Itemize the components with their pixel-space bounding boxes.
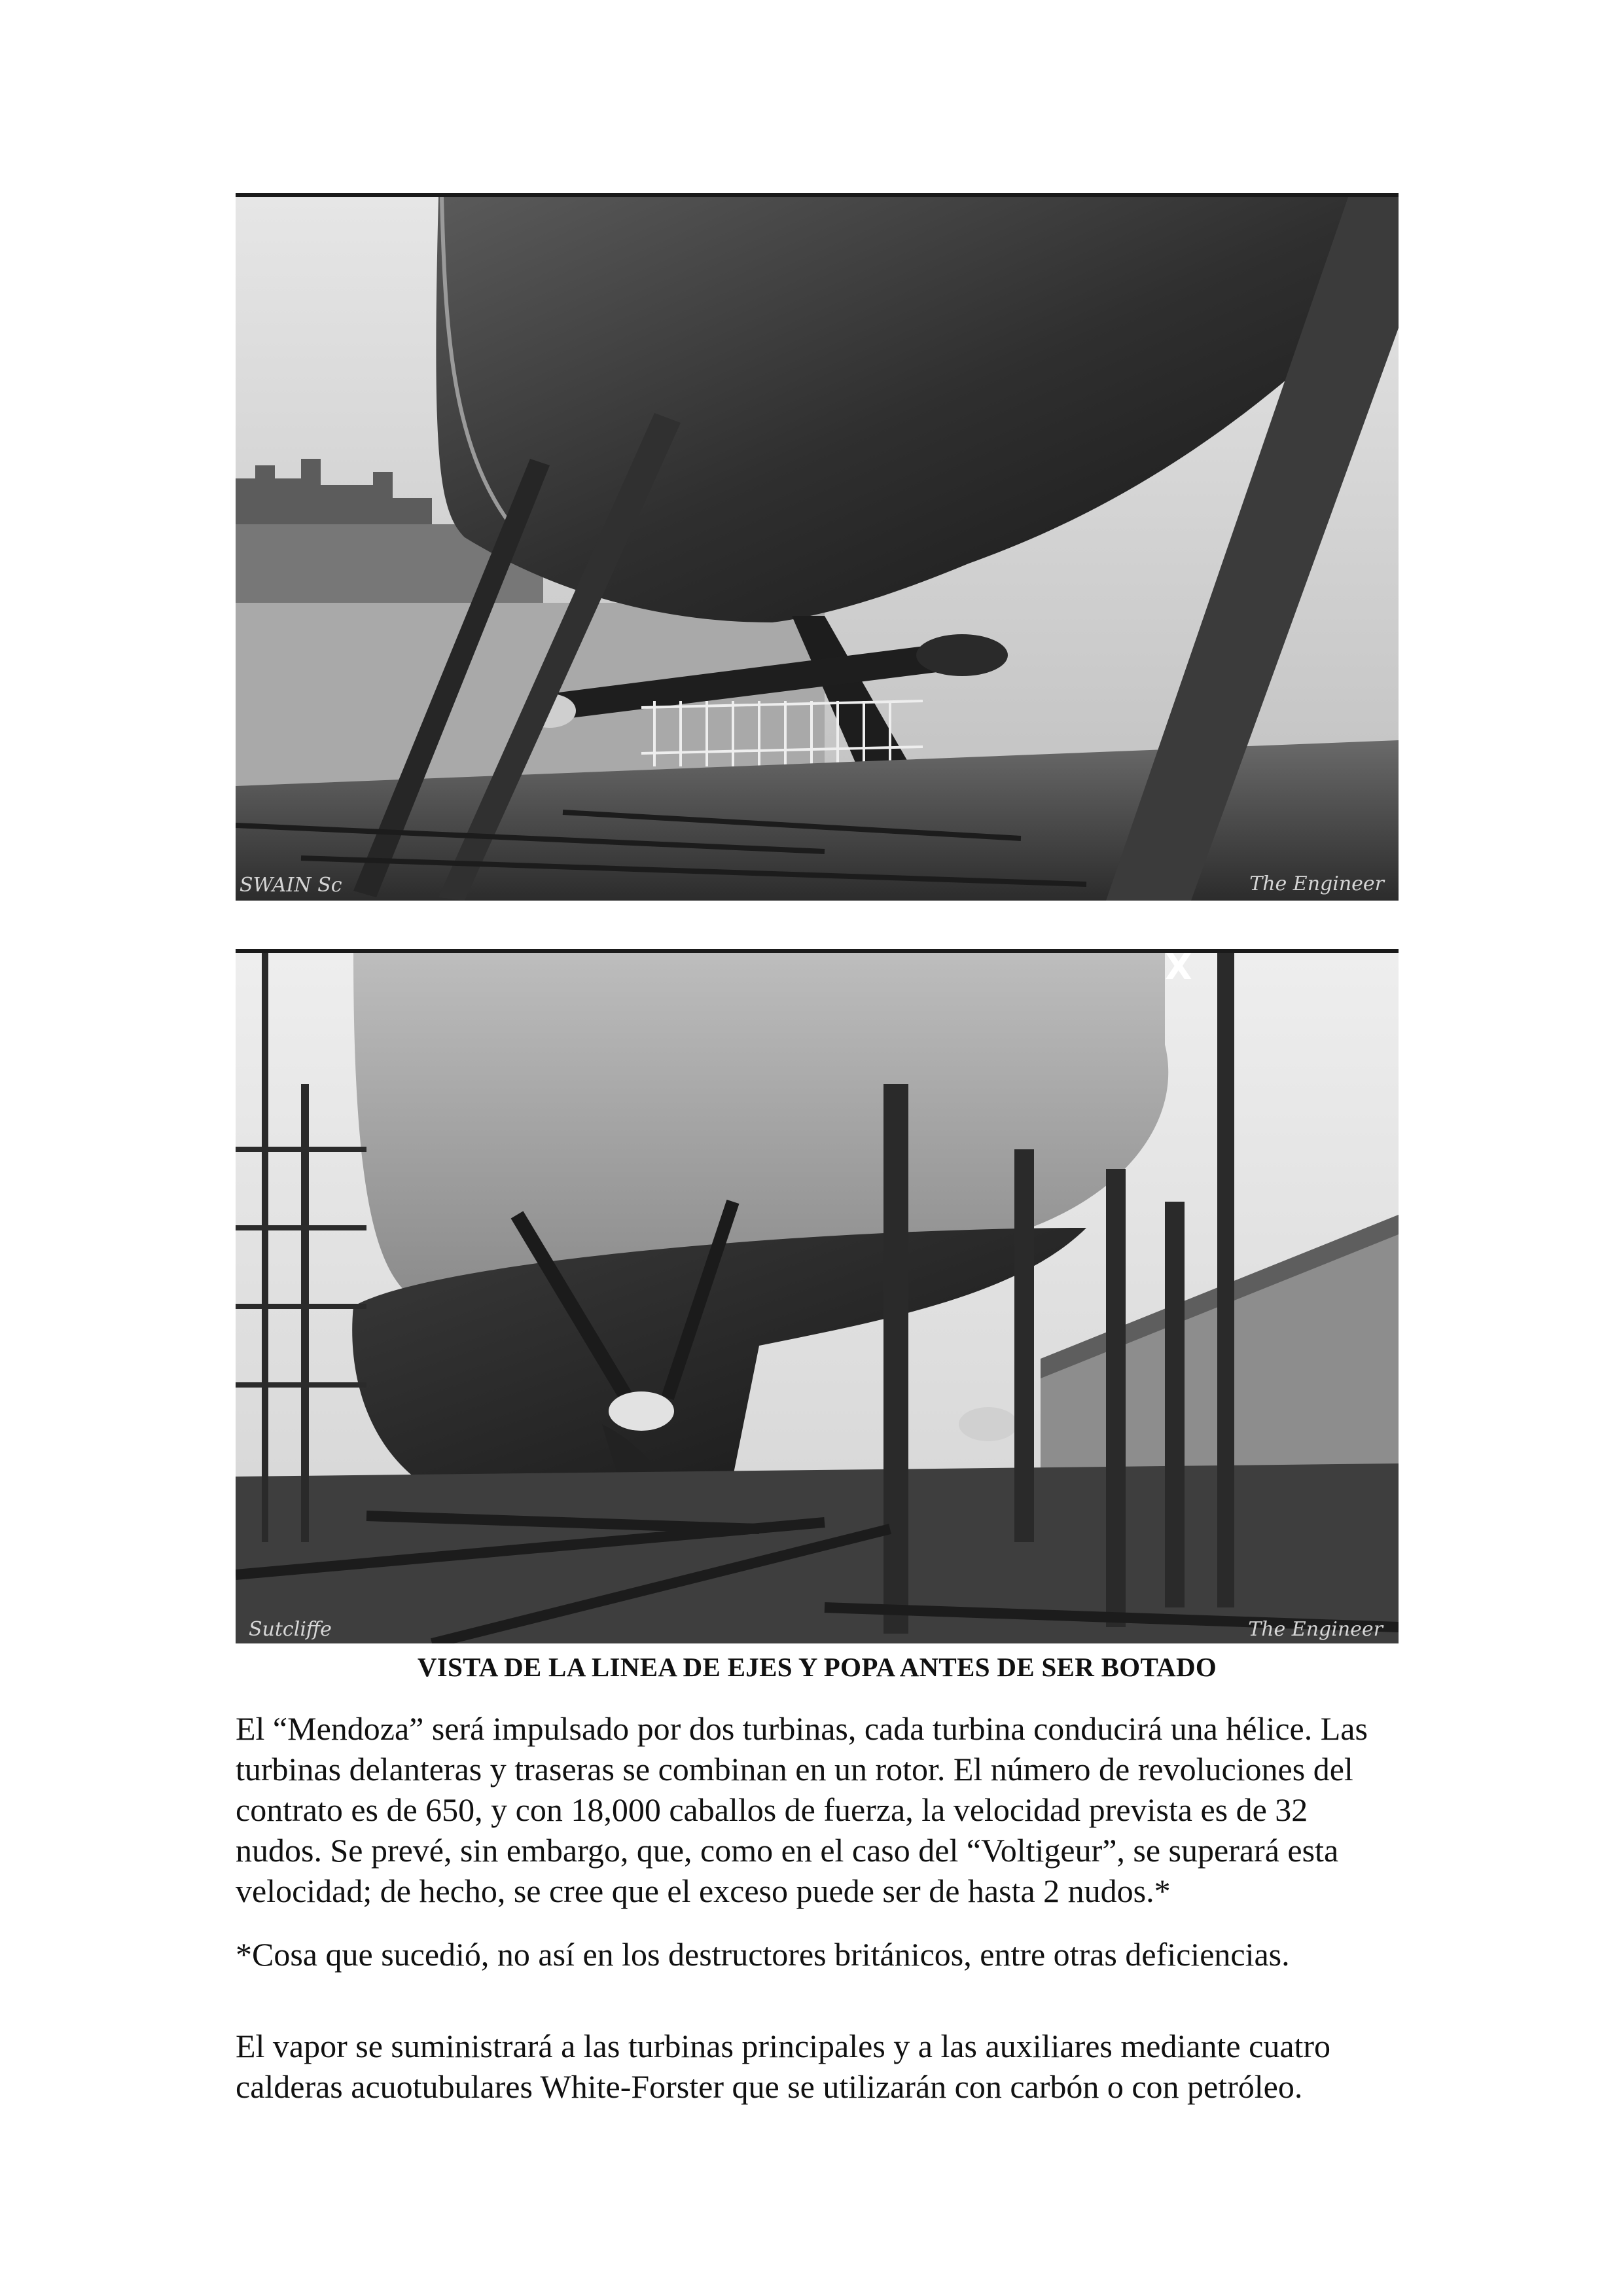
figure-caption: VISTA DE LA LINEA DE EJES Y POPA ANTES DE SER BOTADO: [417, 1652, 1217, 1682]
paragraph-turbines: El “Mendoza” será impulsado por dos turbinas, cada turbina conducirá una hélice. Las turbinas delanteras y traseras se combinan en un rotor. El número de revoluciones del contrato es de 650, y con 18,000 caballos de fuerza, la velocidad prevista es de 32 nudos. Se prevé, sin embargo, que, como en el caso del “Voltigeur”, se superará esta velocidad; de hecho, se cree que el exceso puede ser de hasta 2 nudos.*: [236, 1710, 1368, 1909]
shaft-line-photo-image: [236, 197, 1399, 901]
hull-marking-x: X: [1165, 953, 1192, 988]
engraver-credit-top: SWAIN Sc: [240, 874, 342, 897]
stern-photo-image: [236, 953, 1399, 1643]
paragraph-footnote: *Cosa que sucedió, no así en los destructores británicos, entre otras deficiencias.: [236, 1936, 1290, 1973]
photo-stern: [236, 949, 1399, 1643]
engraver-credit-bottom: Sutcliffe: [249, 1618, 332, 1641]
publication-credit-top: The Engineer: [1249, 872, 1384, 895]
publication-credit-bottom: The Engineer: [1248, 1618, 1383, 1641]
paragraph-boilers: El vapor se suministrará a las turbinas principales y a las auxiliares mediante cuatro calderas acuotubulares White-Forster que se utilizarán con carbón o con petróleo.: [236, 2028, 1331, 2105]
photo-shaft-line: [236, 193, 1399, 901]
